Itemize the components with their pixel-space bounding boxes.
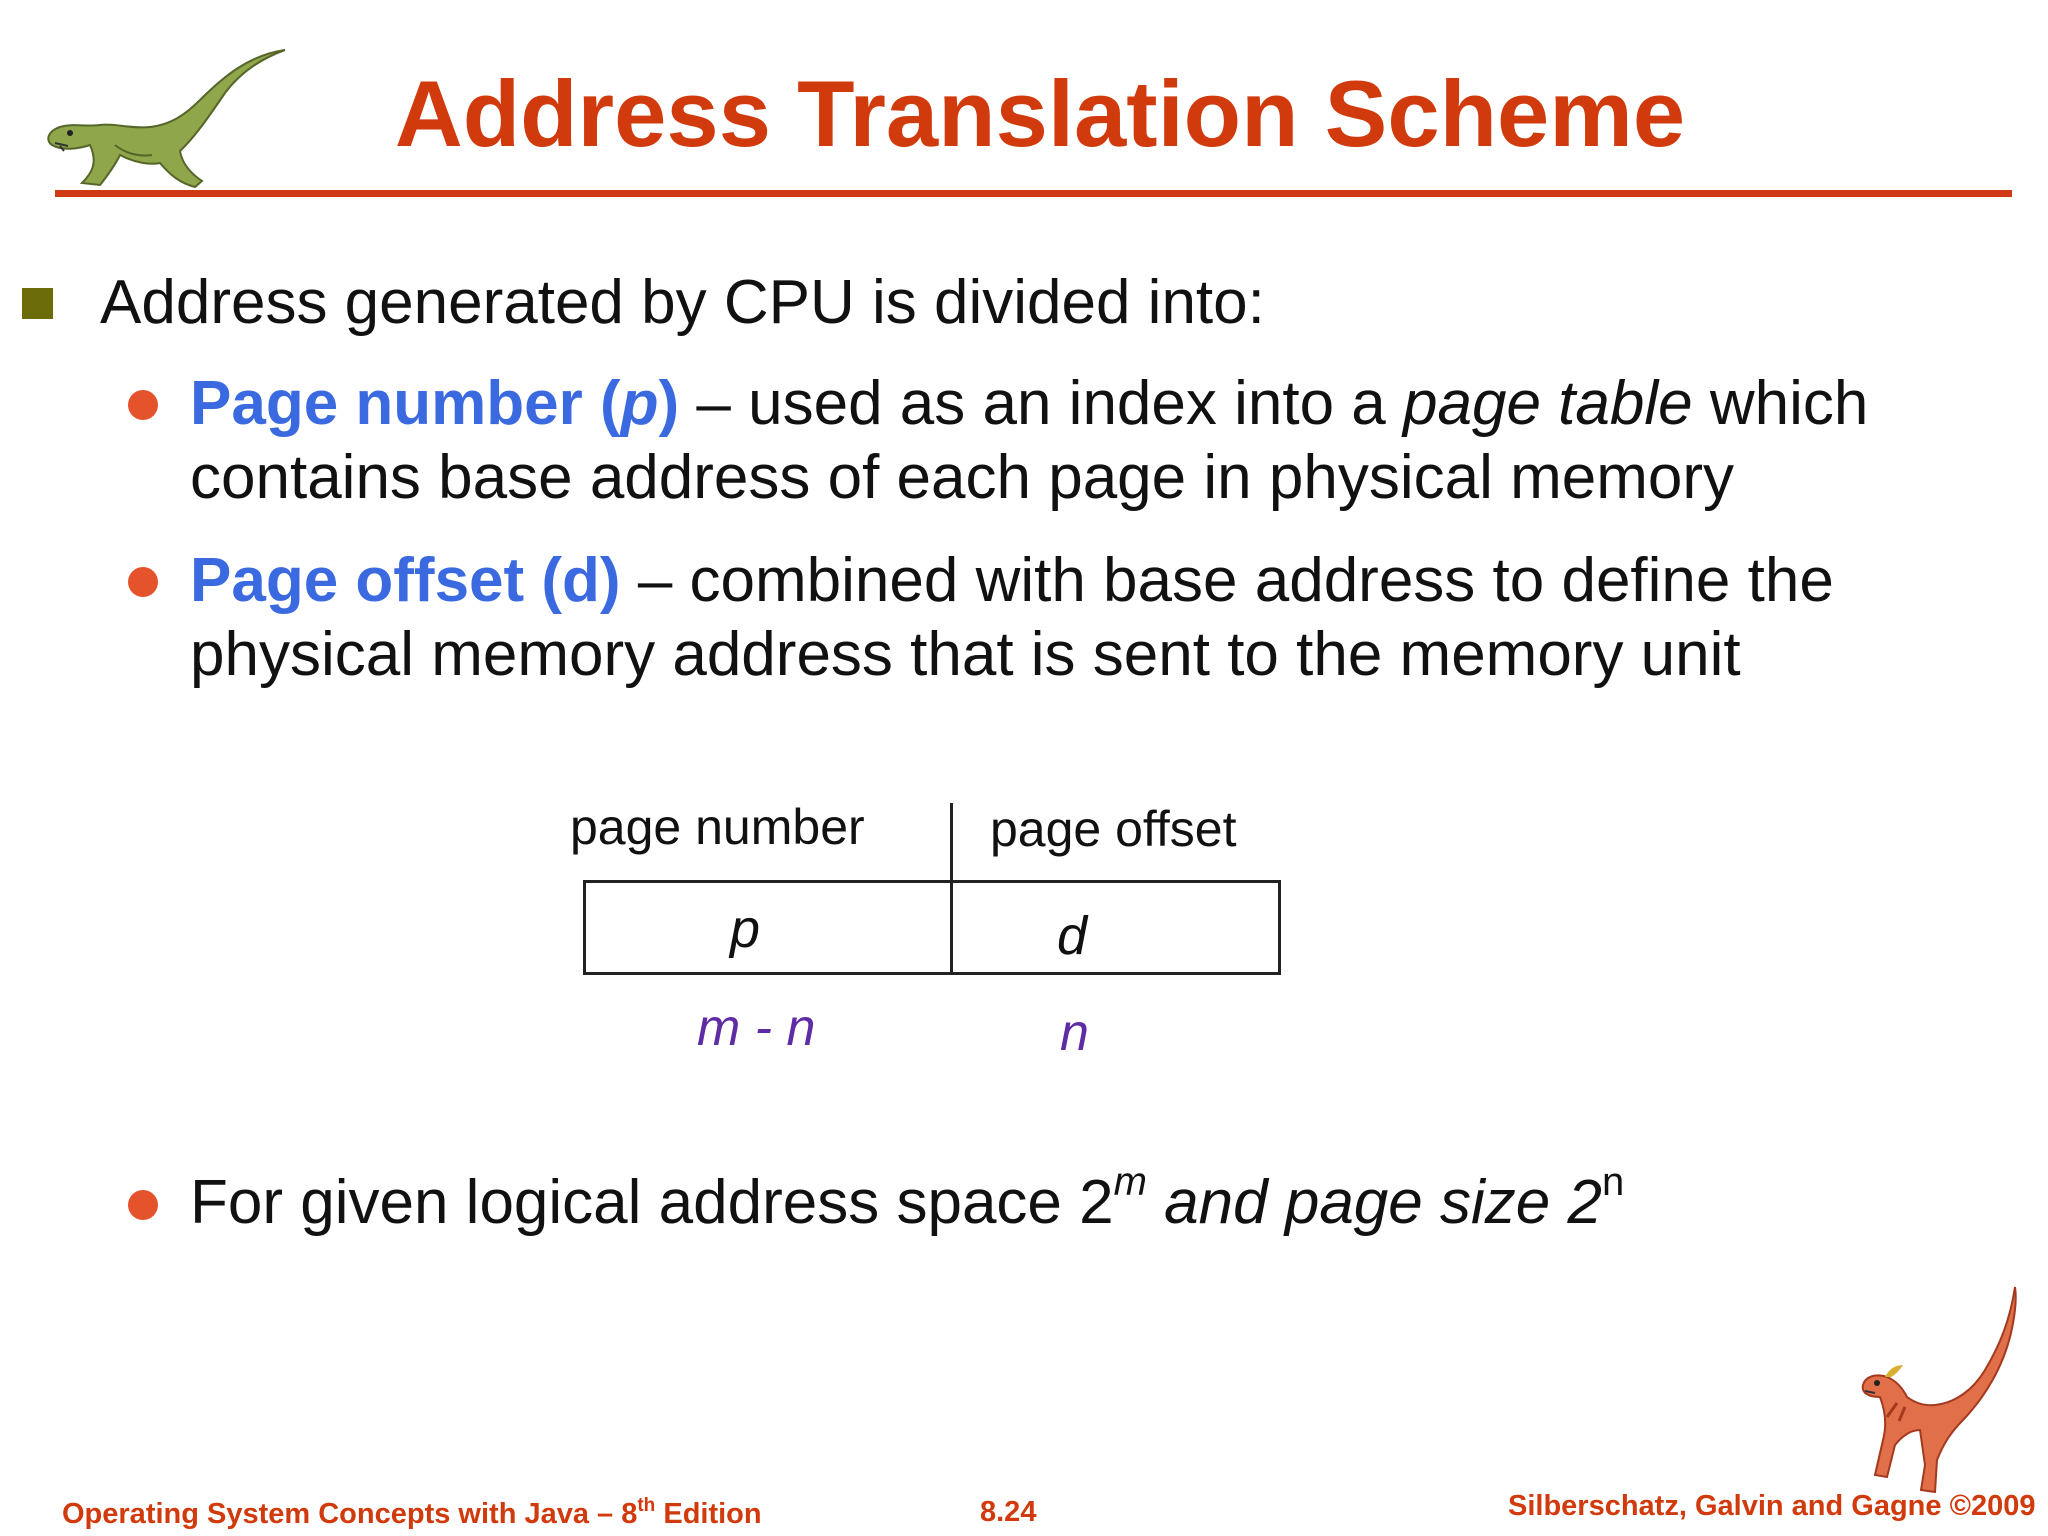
footer-page-number: 8.24	[980, 1496, 1037, 1528]
address-divider-top	[950, 803, 953, 883]
page-offset-bits: n	[1060, 1004, 1089, 1062]
footer-book-title	[62, 1495, 762, 1531]
round-bullet-icon	[128, 567, 158, 597]
footer-book-title-text: Operating System Concepts with Java – 8	[62, 1498, 638, 1530]
page-size-text: and page size 2	[1146, 1168, 1602, 1237]
round-bullet-icon	[128, 1190, 158, 1220]
address-box	[583, 880, 1281, 975]
page-number-label: page number	[570, 799, 865, 855]
footer-edition-sup: th	[637, 1495, 656, 1516]
page-offset-term: Page offset (d)	[190, 546, 621, 615]
exponent-m: m	[1113, 1160, 1147, 1204]
page-offset-desc: – combined with base address to define the	[620, 546, 1834, 615]
footer-authors: Silberschatz, Galvin and Gagne ©2009	[1508, 1490, 2036, 1522]
address-space-text: For given logical address space 2	[190, 1168, 1114, 1237]
red-dinosaur-icon	[1825, 1285, 2025, 1500]
page-table-term: page table	[1403, 369, 1693, 438]
main-bullet-text: Address generated by CPU is divided into:	[100, 268, 1265, 337]
page-number-desc-end: which	[1692, 369, 1869, 438]
square-bullet-icon	[22, 288, 53, 319]
page-number-term-close: )	[658, 369, 680, 438]
page-number-var: p	[620, 369, 659, 438]
title-divider	[55, 190, 2012, 197]
page-number-bullet-line1	[190, 367, 1868, 441]
page-offset-label: page offset	[990, 801, 1237, 857]
slide-title: Address Translation Scheme	[394, 61, 1686, 166]
exponent-n: n	[1601, 1160, 1625, 1204]
page-offset-bullet-line2: physical memory address that is sent to the memory unit	[190, 620, 1741, 689]
address-box-divider	[950, 880, 953, 975]
page-offset-cell: d	[1057, 906, 1088, 966]
page-number-cell: p	[730, 899, 761, 959]
round-bullet-icon	[128, 390, 158, 420]
address-space-bullet	[190, 1160, 1625, 1240]
page-number-bullet-line2: contains base address of each page in physical memory	[190, 443, 1734, 512]
page-number-desc: – used as an index into a	[679, 369, 1404, 438]
page-number-bits: m - n	[697, 999, 816, 1057]
page-offset-bullet-line1	[190, 544, 1834, 618]
footer-edition-text: Edition	[655, 1498, 762, 1530]
page-number-term	[190, 369, 679, 438]
page-number-term-text: Page number (	[190, 369, 621, 438]
